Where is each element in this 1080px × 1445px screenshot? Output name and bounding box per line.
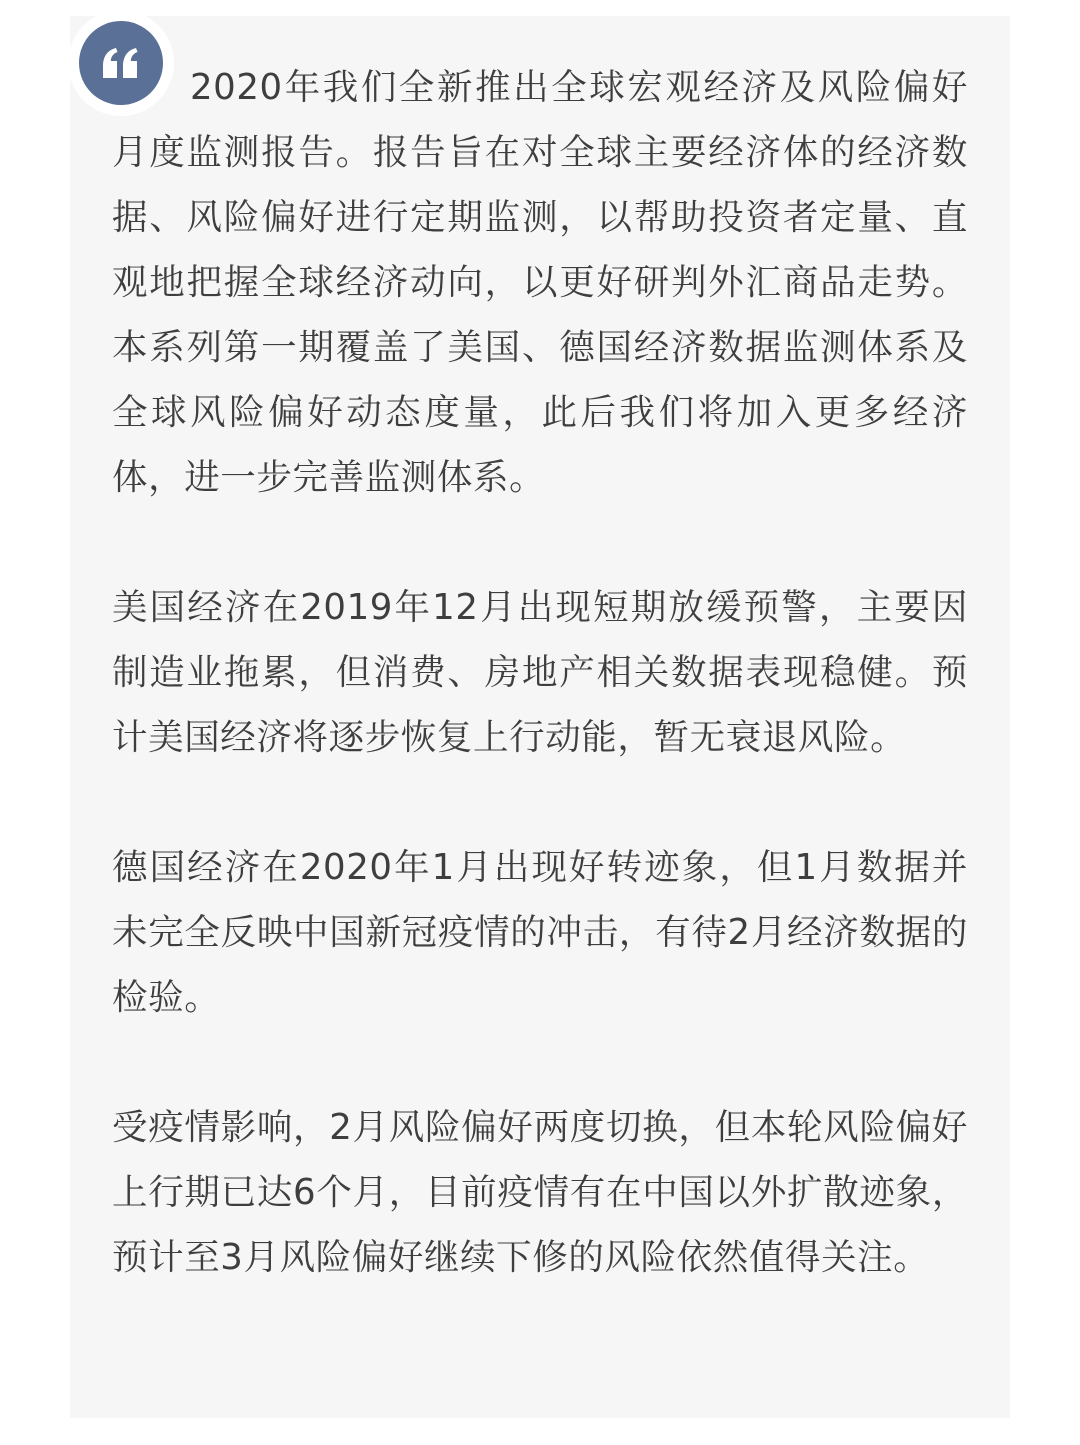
paragraph-us-economy: 美国经济在2019年12月出现短期放缓预警，主要因制造业拖累，但消费、房地产相关数据表现稳健。预计美国经济将逐步恢复上行动能，暂无衰退风险。 [112,587,968,758]
article-body [112,55,968,1290]
paragraph-risk-appetite: 受疫情影响，2月风险偏好两度切换，但本轮风险偏好上行期已达6个月，目前疫情有在中国以外扩散迹象，预计至3月风险偏好继续下修的风险依然值得关注。 [112,1107,968,1278]
paragraph-germany-economy: 德国经济在2020年1月出现好转迹象，但1月数据并未完全反映中国新冠疫情的冲击，有待2月经济数据的检验。 [112,847,968,1018]
paragraph-intro: 2020年我们全新推出全球宏观经济及风险偏好月度监测报告。报告旨在对全球主要经济体的经济数据、风险偏好进行定期监测，以帮助投资者定量、直观地把握全球经济动向，以更好研判外汇商品走势。本系列第一期覆盖了美国、德国经济数据监测体系及全球风险偏好动态度量，此后我们将加入更多经济体，进一步完善监测体系。 [112,67,968,498]
